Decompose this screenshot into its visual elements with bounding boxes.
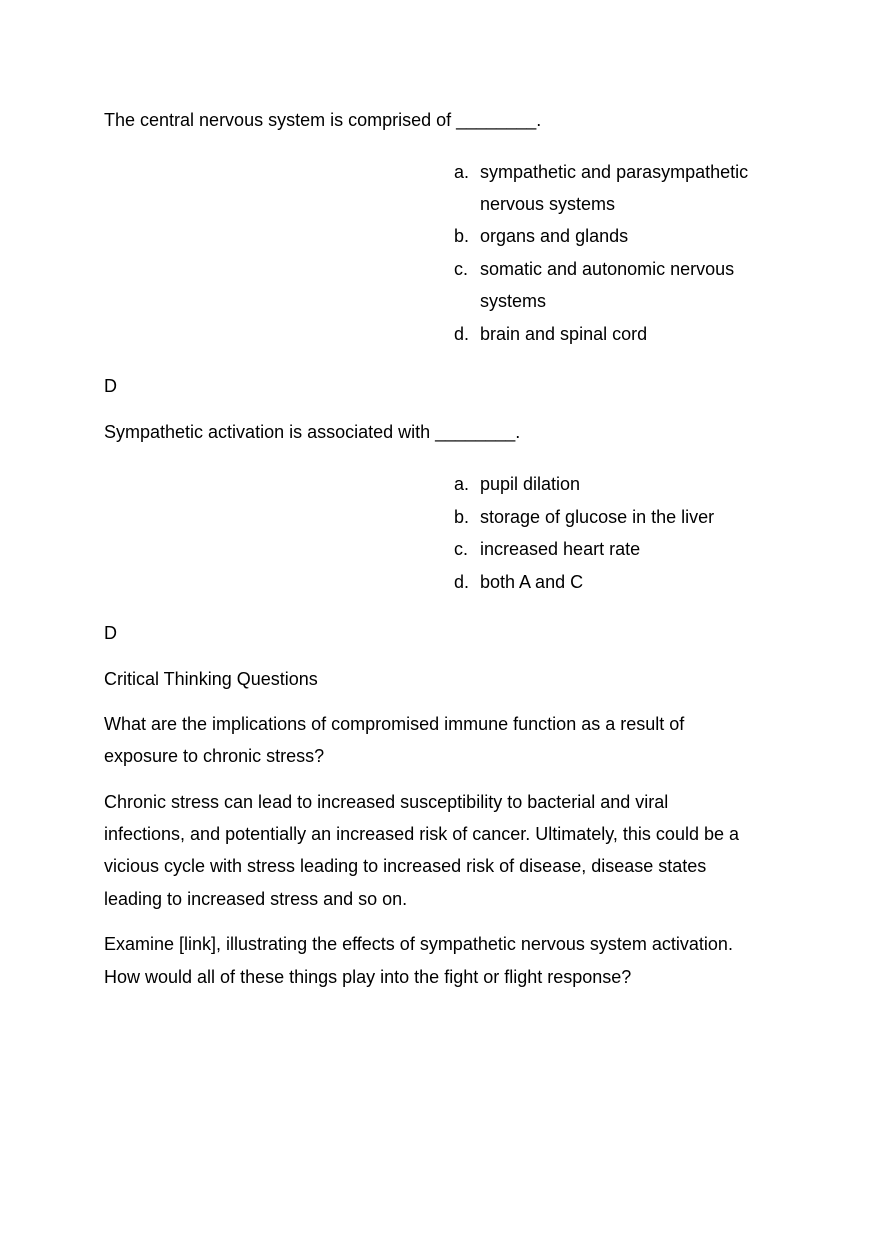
option-1c-cont: systems	[480, 291, 547, 311]
question-2: Sympathetic activation is associated with ________.	[104, 422, 521, 442]
ct-answer-1-line-4: leading to increased stress and so on.	[104, 889, 408, 909]
ct-question-2-line-1: Examine [link], illustrating the effects of sympathetic nervous system activation.	[104, 934, 733, 954]
option-1a: a. sympathetic and parasympathetic	[454, 162, 749, 182]
answer-2: D	[104, 623, 117, 643]
option-1b: b. organs and glands	[454, 226, 629, 246]
ct-question-1-line-1: What are the implications of compromised immune function as a result of	[104, 714, 685, 734]
answer-1: D	[104, 376, 117, 396]
option-1c: c. somatic and autonomic nervous	[454, 259, 735, 279]
ct-question-1-line-2: exposure to chronic stress?	[104, 746, 325, 766]
option-2d: d. both A and C	[454, 572, 584, 592]
ct-answer-1-line-2: infections, and potentially an increased risk of cancer. Ultimately, this could be a	[104, 824, 740, 844]
option-2a: a. pupil dilation	[454, 474, 581, 494]
question-1: The central nervous system is comprised of ________.	[104, 110, 542, 130]
section-heading: Critical Thinking Questions	[104, 669, 318, 689]
ct-answer-1-line-1: Chronic stress can lead to increased susceptibility to bacterial and viral	[104, 792, 669, 812]
option-2b: b. storage of glucose in the liver	[454, 507, 715, 527]
ct-answer-1-line-3: vicious cycle with stress leading to increased risk of disease, disease states	[104, 856, 707, 876]
option-1a-cont: nervous systems	[480, 194, 616, 214]
option-1d: d. brain and spinal cord	[454, 324, 648, 344]
ct-question-2-line-2: How would all of these things play into the fight or flight response?	[104, 967, 632, 987]
option-2c: c. increased heart rate	[454, 539, 641, 559]
